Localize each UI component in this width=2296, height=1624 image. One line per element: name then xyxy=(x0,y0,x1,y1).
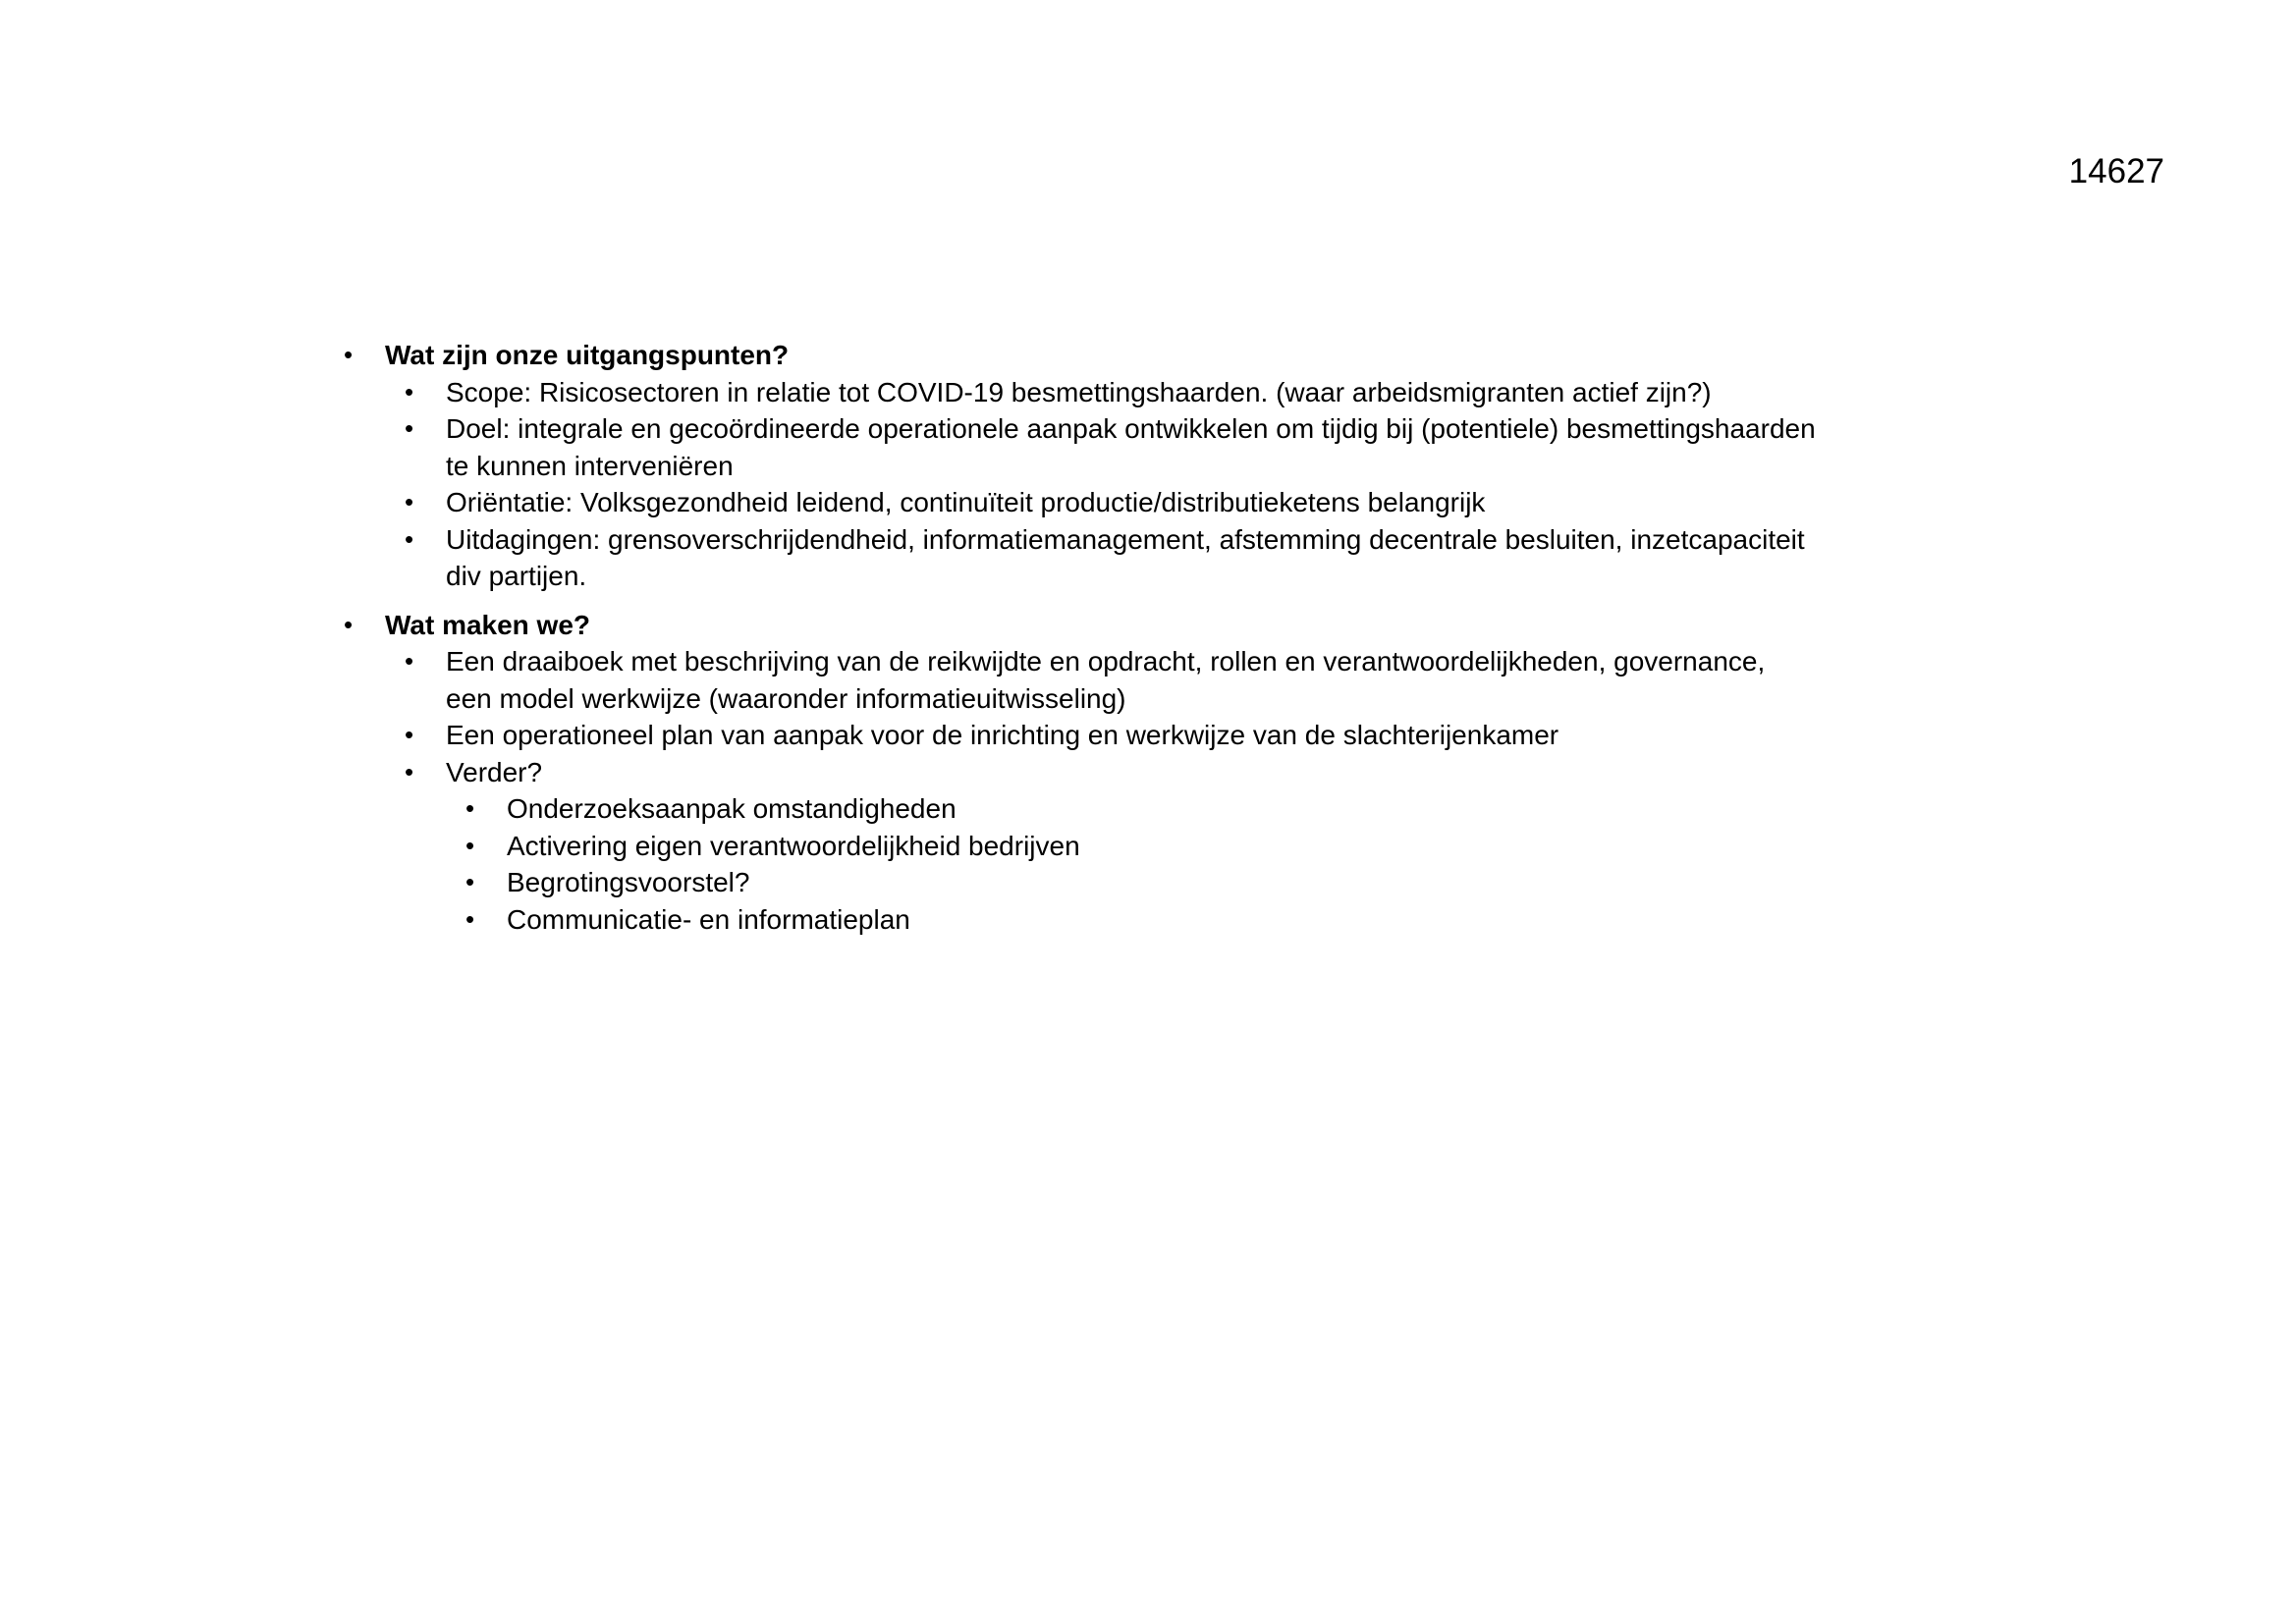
list-item-text: Scope: Risicosectoren in relatie tot COVID-19 besmettingshaarden. (waar arbeidsmigranten actief zijn?) xyxy=(446,376,1712,407)
list-item-text: Uitdagingen: grensoverschrijdendheid, informatiemanagement, afstemming decentrale besluiten, inzetcapaciteit div partijen. xyxy=(446,523,1805,591)
sub-list-item xyxy=(344,901,1817,939)
bullet-icon: • xyxy=(465,867,475,896)
sub-list-item-text: Onderzoeksaanpak omstandigheden xyxy=(507,793,957,824)
list-item-text: Een draaiboek met beschrijving van de reikwijdte en opdracht, rollen en verantwoordelijkheden, governance, een model werkwijze (waaronder informatieuitwisseling) xyxy=(446,646,1766,714)
list-item xyxy=(344,484,1817,521)
list-item xyxy=(344,643,1817,717)
sub-list-item-text: Communicatie- en informatieplan xyxy=(507,903,910,935)
list-item-text: Een operationeel plan van aanpak voor de inrichting en werkwijze van de slachterijenkamer xyxy=(446,720,1559,750)
section-heading xyxy=(344,607,1817,644)
list-item xyxy=(344,374,1817,411)
sub-list-item-text: Begrotingsvoorstel? xyxy=(507,867,750,897)
bullet-icon: • xyxy=(465,903,475,934)
list-item-text: Oriëntatie: Volksgezondheid leidend, continuïteit productie/distributieketens belangrijk xyxy=(446,487,1486,517)
bullet-icon: • xyxy=(405,646,414,676)
list-item xyxy=(344,754,1817,791)
section-wat-maken-we xyxy=(344,607,1817,939)
sub-list-item xyxy=(344,828,1817,865)
list-item-text: Verder? xyxy=(446,756,543,787)
bullet-icon: • xyxy=(405,487,414,516)
list-item xyxy=(344,717,1817,754)
bullet-icon: • xyxy=(344,609,354,639)
sub-list-item xyxy=(344,790,1817,828)
section-uitgangspunten xyxy=(344,337,1817,595)
bullet-icon: • xyxy=(405,413,414,443)
bullet-icon: • xyxy=(405,756,414,786)
sub-list-item xyxy=(344,864,1817,901)
bullet-icon: • xyxy=(405,376,414,406)
list-item xyxy=(344,521,1817,595)
bullet-icon: • xyxy=(405,720,414,749)
bullet-icon: • xyxy=(465,793,475,823)
bullet-icon: • xyxy=(344,340,354,369)
page-number: 14627 xyxy=(2068,152,2164,190)
list-item-text: Doel: integrale en gecoördineerde operationele aanpak ontwikkelen om tijdig bij (potentiele) besmettingshaarden te kunnen interveniëren xyxy=(446,413,1816,481)
heading-text: Wat zijn onze uitgangspunten? xyxy=(385,340,790,370)
heading-text: Wat maken we? xyxy=(385,609,591,640)
sub-list-item-text: Activering eigen verantwoordelijkheid bedrijven xyxy=(507,830,1080,861)
document-body xyxy=(344,337,1817,949)
bullet-icon: • xyxy=(405,523,414,554)
bullet-icon: • xyxy=(465,830,475,860)
section-heading xyxy=(344,337,1817,374)
list-item xyxy=(344,410,1817,484)
